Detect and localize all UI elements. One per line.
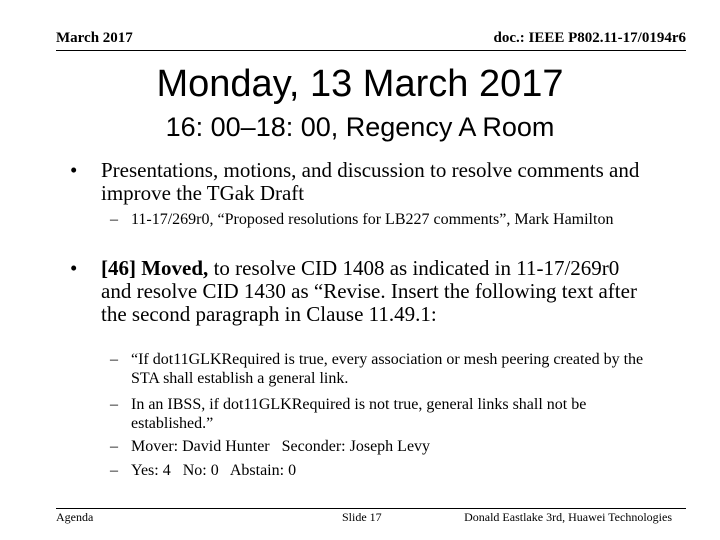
vote-result: Yes: 4 No: 0 Abstain: 0 bbox=[131, 462, 297, 479]
sub-bullet-marker: – bbox=[110, 211, 118, 228]
slide-subtitle: 16: 00–18: 00, Regency A Room bbox=[165, 112, 555, 142]
mover-seconder: Mover: David Hunter Seconder: Joseph Levy bbox=[131, 438, 431, 455]
motion-text bbox=[101, 257, 641, 326]
bullet-marker: • bbox=[70, 158, 78, 182]
slide-number: Slide 17 bbox=[342, 510, 382, 524]
footer-author: Donald Eastlake 3rd, Huawei Technologies bbox=[464, 510, 672, 524]
footer-rule bbox=[56, 508, 686, 509]
slide-title: Monday, 13 March 2017 bbox=[156, 63, 564, 105]
sub-bullet-text: In an IBSS, if dot11GLKRequired is not true, general links shall not be established.” bbox=[131, 396, 587, 432]
sub-bullet-marker: – bbox=[110, 351, 118, 368]
motion-label: [46] Moved, bbox=[101, 256, 209, 280]
bullet-marker: • bbox=[70, 256, 78, 280]
motion-body: to resolve CID 1408 as indicated in 11-17/269r0 and resolve CID 1430 as “Revise. Insert the following text after the second paragraph in Clause 11.49.1: bbox=[101, 256, 637, 326]
header-doc-id: doc.: IEEE P802.11-17/0194r6 bbox=[493, 30, 686, 46]
sub-bullet-marker: – bbox=[110, 462, 118, 479]
sub-bullet-text: 11-17/269r0, “Proposed resolutions for LB227 comments”, Mark Hamilton bbox=[131, 211, 614, 228]
sub-bullet-text: “If dot11GLKRequired is true, every association or mesh peering created by the STA shall establish a general link. bbox=[131, 351, 644, 387]
sub-bullet-marker: – bbox=[110, 396, 118, 413]
footer-agenda: Agenda bbox=[56, 510, 94, 524]
header-rule bbox=[56, 50, 686, 51]
header-date: March 2017 bbox=[56, 30, 133, 46]
bullet-text: Presentations, motions, and discussion to resolve comments and improve the TGak Draft bbox=[101, 158, 640, 205]
sub-bullet-marker: – bbox=[110, 438, 118, 455]
